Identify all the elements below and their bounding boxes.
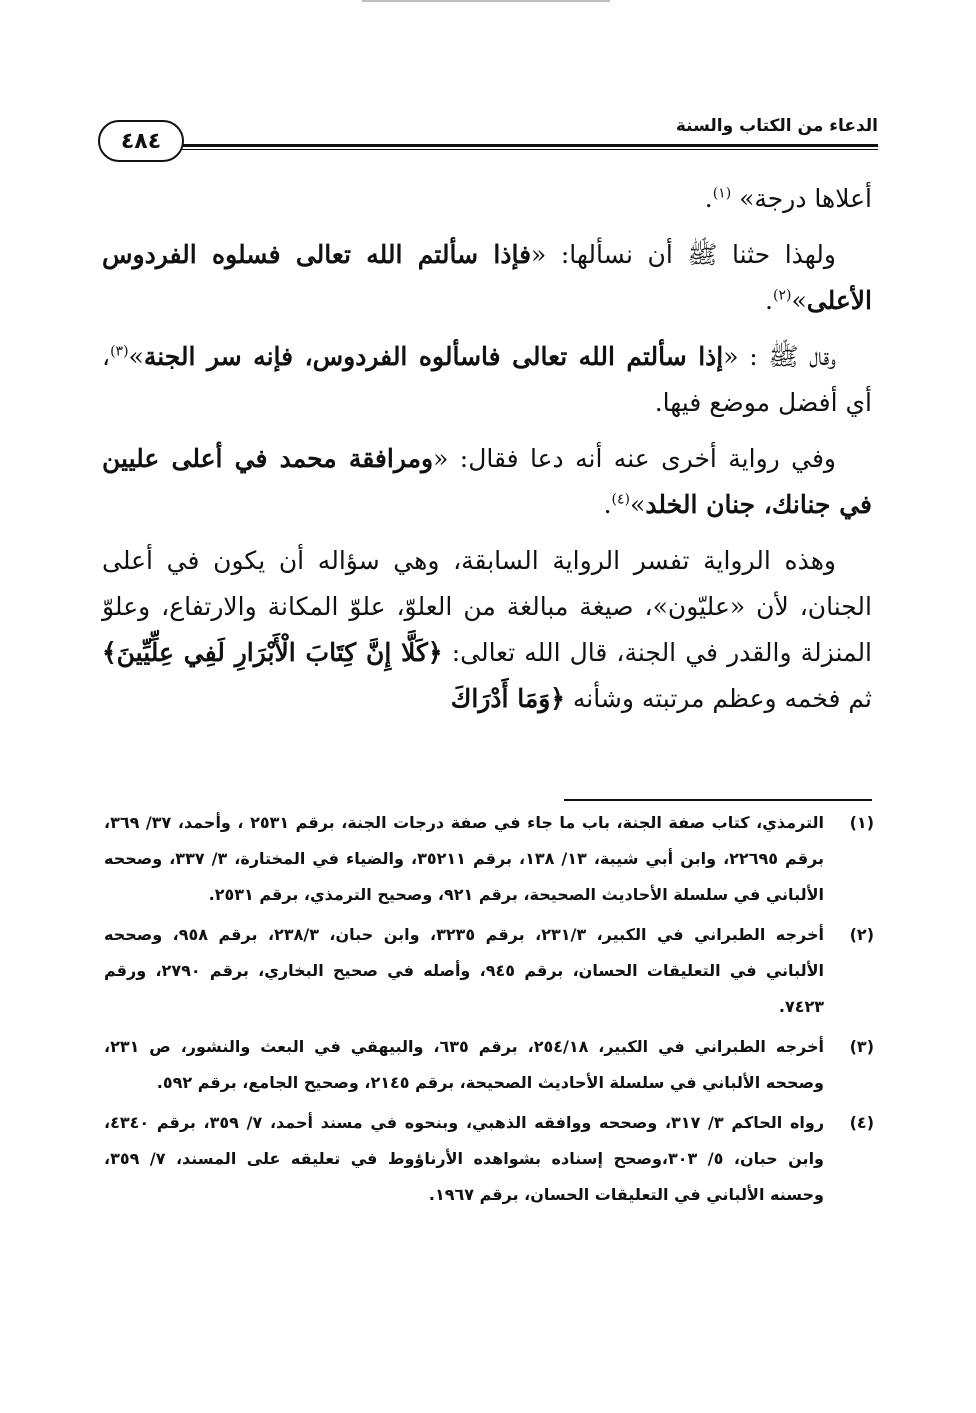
footnote-text: الترمذي، كتاب صفة الجنة، باب ما جاء في صفة درجات الجنة، برقم ٢٥٣١ ، وأحمد، ٣٧/ ٣٦٩، برقم ٢٢٦٩٥، وابن أبي شيبة، ١٣/ ١٣٨، برقم ٣٥٢١١، والضياء في المختارة، ٣/ ٣٣٧، وصححه الألباني في سلسلة الأحاديث الصحيحة، برقم ٩٢١، وصحيح الترمذي، برقم ٢٥٣١.	[104, 813, 825, 904]
footnote-number: (١)	[849, 813, 874, 832]
hadith-quote: ومرافقة محمد في أعلى عليين في جنانك، جنان الخلد	[102, 444, 872, 519]
footnote-text: أخرجه الطبراني في الكبير، ٢٥٤/١٨، برقم ٦٣٥، والبيهقي في البعث والنشور، ص ٢٣١، وصححه الألباني في سلسلة الأحاديث الصحيحة، برقم ٢١٤٥، وصحيح الجامع، برقم ٥٩٢.	[104, 1037, 825, 1092]
footnote-item	[104, 1105, 874, 1213]
running-title: الدعاء من الكتاب والسنة	[675, 116, 878, 136]
footnote-ref: (٢)	[773, 287, 792, 304]
paragraph-end: .	[765, 286, 773, 315]
paragraph-1	[102, 176, 872, 222]
footnote-text: رواه الحاكم ٣/ ٣١٧، وصححه ووافقه الذهبي، وبنحوه في مسند أحمد، ٧/ ٣٥٩، برقم ٤٣٤٠، وابن حبان، ٥/ ٣٠٣،وصحح إسناده بشواهده الأرناؤوط في تعليقه على المسند، ٧/ ٣٥٩، وحسنه الألباني في التعليقات الحسان، برقم ١٩٦٧.	[104, 1113, 825, 1204]
footnote-ref: (١)	[712, 185, 732, 202]
quote-close: »	[791, 286, 807, 315]
paragraph-lead: ولهذا حثنا ﷺ أن نسألها: «	[531, 240, 836, 269]
top-edge-line	[362, 0, 610, 2]
footnote-number: (٢)	[849, 925, 874, 944]
footnote-number: (٣)	[849, 1037, 874, 1056]
quran-verse: ﴿كَلَّا إِنَّ كِتَابَ الْأَبْرَارِ لَفِي عِلِّيِّينَ﴾	[102, 638, 443, 667]
paragraph-text: وهذه الرواية تفسر الرواية السابقة، وهي سؤاله أن يكون في أعلى الجنان، لأن «عليّون»، صيغة مبالغة من العلوّ، علوّ المكانة والارتفاع، وعلوّ المنزلة والقدر في الجنة، قال الله تعالى:	[102, 546, 873, 667]
paragraph-5	[102, 538, 872, 722]
hadith-quote: إذا سألتم الله تعالى فاسألوه الفردوس، فإنه سر الجنة	[143, 342, 724, 371]
paragraph-4	[102, 436, 872, 528]
footnote-text: أخرجه الطبراني في الكبير، ٢٣١/٣، برقم ٣٢٣٥، وابن حبان، ٢٣٨/٣، برقم ٩٥٨، وصححه الألباني في التعليقات الحسان، برقم ٩٤٥، وأصله في صحيح البخاري، برقم ٢٧٩٠، ورقم ٧٤٢٣.	[104, 925, 825, 1016]
footnote-separator	[564, 799, 872, 801]
footnotes	[104, 805, 874, 1217]
paragraph-lead: وقال ﷺ : «	[723, 342, 836, 371]
paragraph-lead: وفي رواية أخرى عنه أنه دعا فقال: «	[433, 444, 836, 473]
footnote-number: (٤)	[849, 1113, 874, 1132]
footnote-item	[104, 1029, 874, 1101]
footnote-item	[104, 805, 874, 913]
paragraph-2	[102, 232, 872, 324]
page-header	[98, 108, 878, 170]
quran-verse: ﴿وَمَا أَدْرَاكَ	[450, 684, 565, 713]
paragraph-end: .	[704, 184, 713, 213]
paragraph-text: أعلاها درجة»	[739, 184, 872, 213]
paragraph-text: ثم فخمه وعظم مرتبته وشأنه	[572, 684, 872, 713]
paragraph-end: .	[603, 490, 612, 519]
quote-close: »	[630, 490, 646, 519]
paragraph-tail: ، أي أفضل موضع فيها.	[102, 342, 872, 417]
header-rule	[180, 144, 878, 147]
page-number: ٤٨٤	[98, 120, 184, 162]
footnote-ref: (٣)	[110, 343, 129, 360]
footnote-ref: (٤)	[611, 491, 631, 508]
quote-close: »	[128, 342, 144, 371]
header-rule-thin	[180, 149, 878, 150]
hadith-quote: فإذا سألتم الله تعالى فسلوه الفردوس الأعلى	[102, 240, 872, 315]
paragraph-3	[102, 334, 872, 426]
footnote-item	[104, 917, 874, 1025]
main-text	[102, 176, 872, 732]
